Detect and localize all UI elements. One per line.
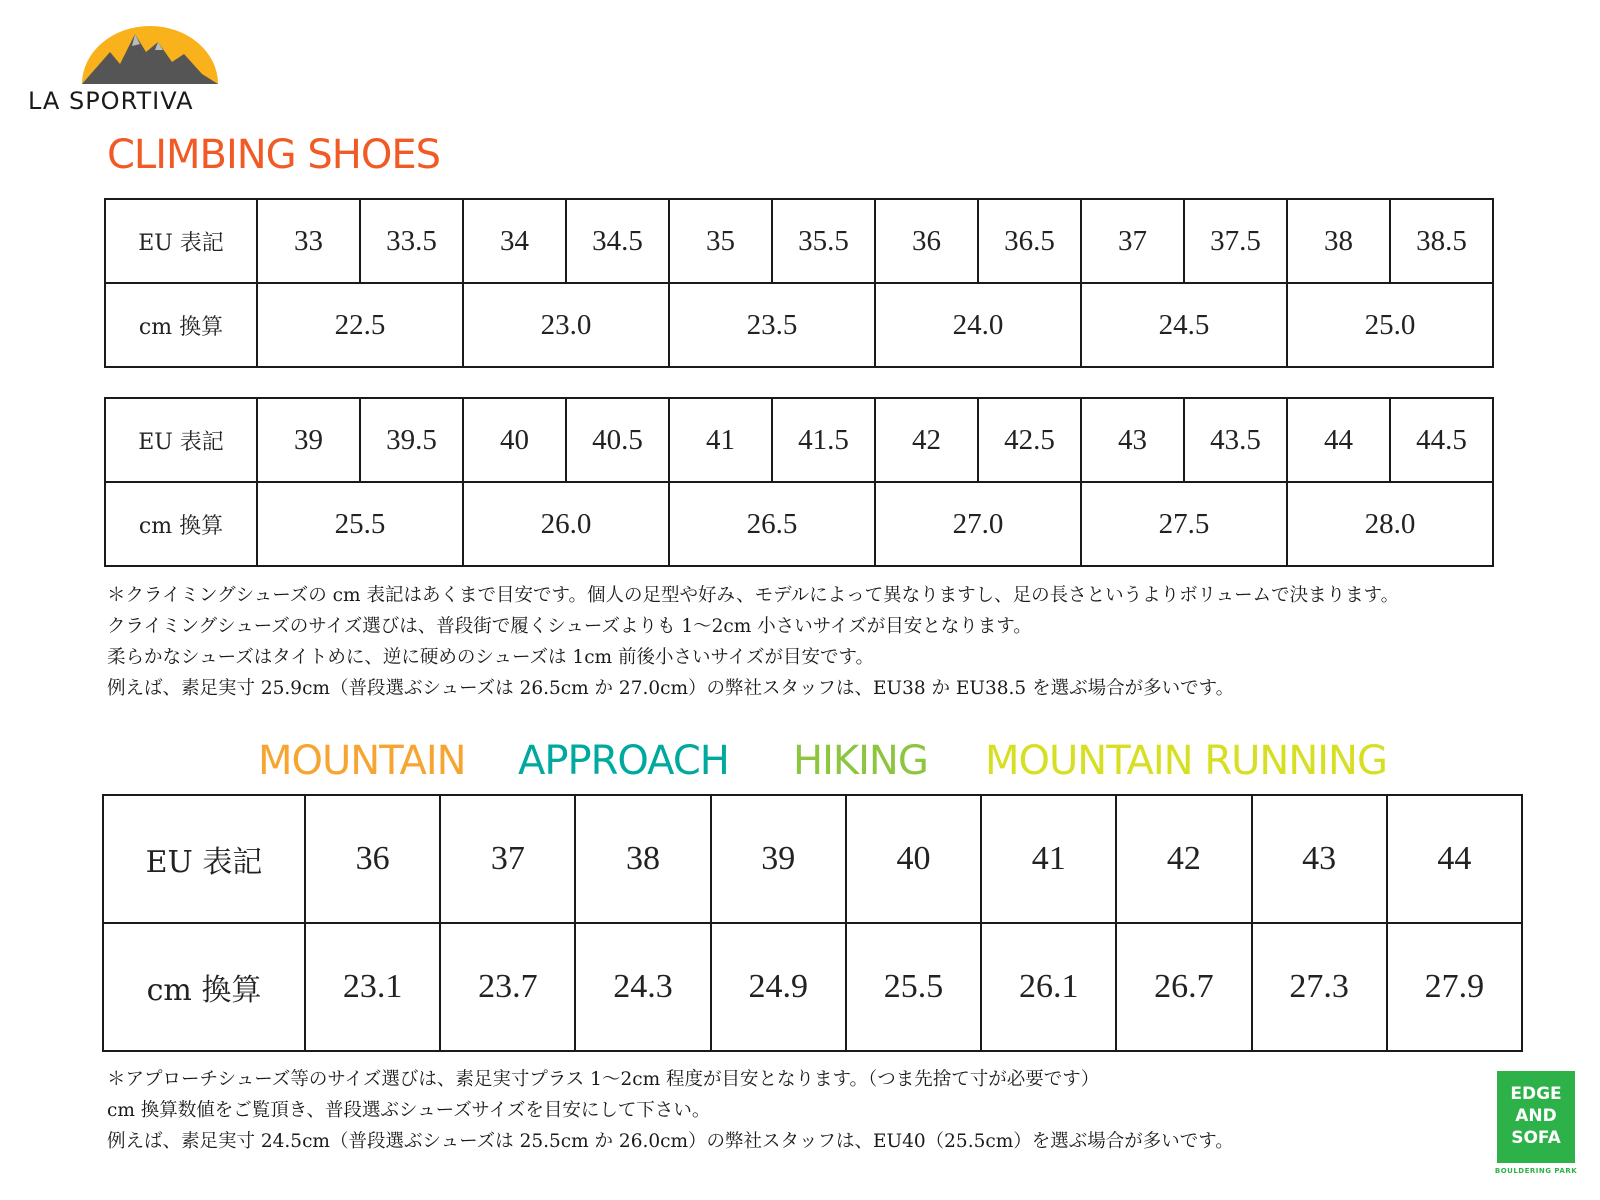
cm-size-cell: 23.1 [305,923,440,1051]
eu-row [103,795,1522,923]
category-mountain: MOUNTAIN [258,738,466,784]
eu-size-cell: 34.5 [566,199,669,283]
cm-row [105,283,1493,367]
eu-size-cell: 42 [875,398,978,482]
cm-size-cell: 25.0 [1287,283,1493,367]
eu-size-cell: 43.5 [1184,398,1287,482]
eu-size-cell: 33 [257,199,360,283]
eu-size-cell: 33.5 [360,199,463,283]
cm-size-cell: 26.0 [463,482,669,566]
note-line: 柔らかなシューズはタイトめに、逆に硬めのシューズは 1cm 前後小さいサイズが目安です。 [107,647,875,668]
cm-row [103,923,1522,1051]
eu-size-cell: 35 [669,199,772,283]
eu-size-cell: 37 [1081,199,1184,283]
eu-size-cell: 41 [981,795,1116,923]
cm-size-cell: 27.0 [875,482,1081,566]
cm-size-cell: 24.0 [875,283,1081,367]
climbing-size-table-2 [104,397,1494,567]
note-line: クライミングシューズのサイズ選びは、普段街で履くシューズよりも 1〜2cm 小さいサイズが目安となります。 [107,616,1032,637]
eu-size-cell: 41 [669,398,772,482]
la-sportiva-logo [28,22,248,117]
note-line: cm 換算数値をご覧頂き、普段選ぶシューズサイズを目安にして下さい。 [107,1100,711,1121]
cm-size-cell: 25.5 [846,923,981,1051]
eu-row [105,398,1493,482]
badge-line: EDGE [1510,1084,1562,1104]
eu-size-cell: 43 [1252,795,1387,923]
cm-label: cm 換算 [103,923,305,1051]
cm-row [105,482,1493,566]
cm-size-cell: 23.5 [669,283,875,367]
eu-label: EU 表記 [105,199,257,283]
logo-wordmark: LA SPORTIVA [28,87,194,115]
badge-subtitle: BOULDERING PARK [1494,1167,1578,1175]
category-headings [0,738,1600,788]
eu-size-cell: 36.5 [978,199,1081,283]
badge-logo [1497,1071,1575,1163]
note-line: ＊アプローチシューズ等のサイズ選びは、素足実寸プラス 1〜2cm 程度が目安となります。（つま先捨て寸が必要です） [107,1069,1100,1090]
cm-size-cell: 24.9 [711,923,846,1051]
cm-size-cell: 25.5 [257,482,463,566]
category-approach: APPROACH [518,738,729,784]
cm-size-cell: 27.9 [1387,923,1522,1051]
eu-size-cell: 44 [1287,398,1390,482]
cm-size-cell: 24.3 [575,923,710,1051]
category-hiking: HIKING [793,738,928,784]
climbing-shoes-title: CLIMBING SHOES [107,132,441,178]
cm-label: cm 換算 [105,482,257,566]
eu-size-cell: 43 [1081,398,1184,482]
eu-size-cell: 37.5 [1184,199,1287,283]
eu-size-cell: 40 [846,795,981,923]
eu-size-cell: 36 [305,795,440,923]
eu-size-cell: 38 [1287,199,1390,283]
climbing-size-table-1 [104,198,1494,368]
eu-label: EU 表記 [103,795,305,923]
mountain-notes [107,1064,1234,1157]
climbing-notes [107,580,1399,704]
badge-line: AND [1515,1106,1557,1126]
mountain-sun-icon [80,22,250,92]
cm-size-cell: 23.0 [463,283,669,367]
eu-size-cell: 38.5 [1390,199,1493,283]
cm-size-cell: 26.1 [981,923,1116,1051]
eu-size-cell: 39 [711,795,846,923]
eu-size-cell: 40.5 [566,398,669,482]
category-mountain-running: MOUNTAIN RUNNING [985,738,1387,784]
eu-size-cell: 35.5 [772,199,875,283]
cm-size-cell: 28.0 [1287,482,1493,566]
cm-size-cell: 27.3 [1252,923,1387,1051]
cm-size-cell: 26.7 [1116,923,1251,1051]
note-line: 例えば、素足実寸 24.5cm（普段選ぶシューズは 25.5cm か 26.0cm）の弊社スタッフは、EU40（25.5cm）を選ぶ場合が多いです。 [107,1131,1234,1152]
eu-size-cell: 41.5 [772,398,875,482]
cm-size-cell: 22.5 [257,283,463,367]
eu-size-cell: 42.5 [978,398,1081,482]
eu-size-cell: 38 [575,795,710,923]
eu-size-cell: 39 [257,398,360,482]
eu-label: EU 表記 [105,398,257,482]
note-line: 例えば、素足実寸 25.9cm（普段選ぶシューズは 26.5cm か 27.0cm）の弊社スタッフは、EU38 か EU38.5 を選ぶ場合が多いです。 [107,678,1235,699]
edge-and-sofa-badge [1494,1071,1578,1179]
eu-size-cell: 40 [463,398,566,482]
eu-size-cell: 39.5 [360,398,463,482]
eu-size-cell: 36 [875,199,978,283]
eu-row [105,199,1493,283]
eu-size-cell: 42 [1116,795,1251,923]
cm-size-cell: 24.5 [1081,283,1287,367]
eu-size-cell: 44.5 [1390,398,1493,482]
eu-size-cell: 34 [463,199,566,283]
badge-line: SOFA [1511,1128,1561,1148]
note-line: ＊クライミングシューズの cm 表記はあくまで目安です。個人の足型や好み、モデルによって異なりますし、足の長さというよりボリュームで決まります。 [107,585,1400,606]
eu-size-cell: 37 [440,795,575,923]
eu-size-cell: 44 [1387,795,1522,923]
cm-label: cm 換算 [105,283,257,367]
mountain-size-table [102,794,1523,1052]
cm-size-cell: 27.5 [1081,482,1287,566]
cm-size-cell: 23.7 [440,923,575,1051]
cm-size-cell: 26.5 [669,482,875,566]
